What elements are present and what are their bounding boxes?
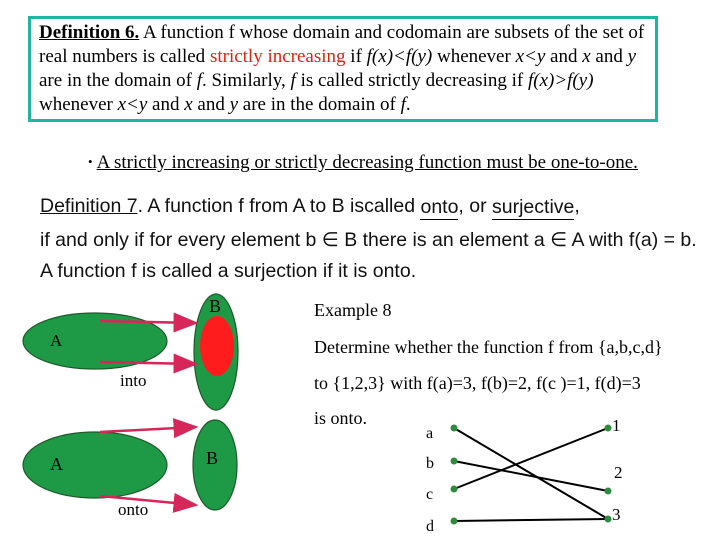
map-d-3 [454, 519, 608, 521]
definition-6-title: Definition 6. [39, 22, 140, 43]
point-1 [605, 425, 612, 432]
def6-text: is called strictly decreasing if [295, 70, 528, 91]
def6-text: . [405, 94, 411, 115]
def6-text: if [345, 46, 367, 67]
set-a-onto [23, 432, 167, 498]
def6-text: and [545, 46, 583, 67]
def6-var: f [196, 70, 203, 91]
def6-condition: x<y [515, 46, 546, 67]
into-diagram [23, 294, 238, 410]
def7-text: , or [458, 195, 493, 217]
point-3 [605, 516, 612, 523]
label-1: 1 [612, 416, 621, 435]
def7-text: . A function f from A to B iscalled [137, 195, 421, 217]
def6-text: and [590, 46, 628, 67]
label-a-onto: A [50, 454, 63, 474]
example-8-line-1: Determine whether the function f from {a,b,c,d} [314, 337, 663, 357]
def6-text: whenever [432, 46, 516, 67]
label-d: d [426, 518, 434, 535]
label-3: 3 [612, 505, 621, 524]
def6-var: f [290, 70, 296, 91]
map-a-3 [454, 428, 608, 519]
def6-text: and [147, 94, 185, 115]
arrow-onto-top [100, 427, 196, 432]
label-a: a [426, 425, 434, 442]
example-8-title: Example 8 [314, 300, 392, 320]
def6-condition: x<y [117, 94, 148, 115]
def6-condition: f(x)<f(y) [366, 46, 433, 67]
def6-condition: f(x)>f(y) [527, 70, 594, 91]
def6-text: whenever [39, 94, 118, 115]
label-b: b [426, 455, 434, 472]
definition-7-line-2: if and only if for every element b ∈ B there is an element a ∈ A with f(a) = b. [40, 229, 697, 251]
map-c-1 [454, 428, 608, 489]
definition-7-line-3: A function f is called a surjection if it is onto. [40, 260, 417, 282]
def6-var: y [229, 94, 239, 115]
point-a [451, 425, 458, 432]
def6-text: and [192, 94, 230, 115]
def6-text: are in the domain of [39, 70, 197, 91]
example-mapping [426, 416, 623, 535]
def6-text: . Similarly, [202, 70, 291, 91]
point-b [451, 458, 458, 465]
range-region-into [200, 316, 234, 376]
label-2: 2 [614, 463, 623, 482]
def6-text: A function f whose domain and codomain are subsets of the set of real numbers is called [39, 22, 645, 67]
point-d [451, 518, 458, 525]
label-c: c [426, 486, 434, 503]
definition-7-title: Definition 7 [40, 195, 138, 217]
caption-into: into [120, 371, 147, 390]
strictly-increasing-term: strictly increasing [209, 46, 346, 67]
label-b-onto: B [206, 448, 219, 468]
def6-var: x [184, 94, 193, 115]
def6-text: are in the domain of [238, 94, 401, 115]
label-a-into: A [50, 331, 63, 350]
point-2 [605, 488, 612, 495]
bullet-text: A strictly increasing or strictly decreasing function must be one-to-one. [96, 152, 638, 173]
example-8-line-3: is onto. [314, 408, 368, 428]
example-8-line-2: to {1,2,3} with f(a)=3, f(b)=2, f(c )=1, f(d)=3 [314, 373, 641, 393]
caption-onto: onto [118, 500, 149, 519]
point-c [451, 486, 458, 493]
bullet-dot: • [88, 154, 93, 169]
map-b-2 [454, 461, 608, 491]
onto-term: onto [420, 196, 459, 218]
label-b-into: B [209, 296, 222, 316]
surjective-term: surjective [492, 196, 575, 218]
def6-var: x [582, 46, 591, 67]
onto-diagram [23, 420, 237, 519]
def6-var: f [400, 94, 406, 115]
def6-var: y [627, 46, 637, 67]
def7-text: , [574, 195, 580, 217]
